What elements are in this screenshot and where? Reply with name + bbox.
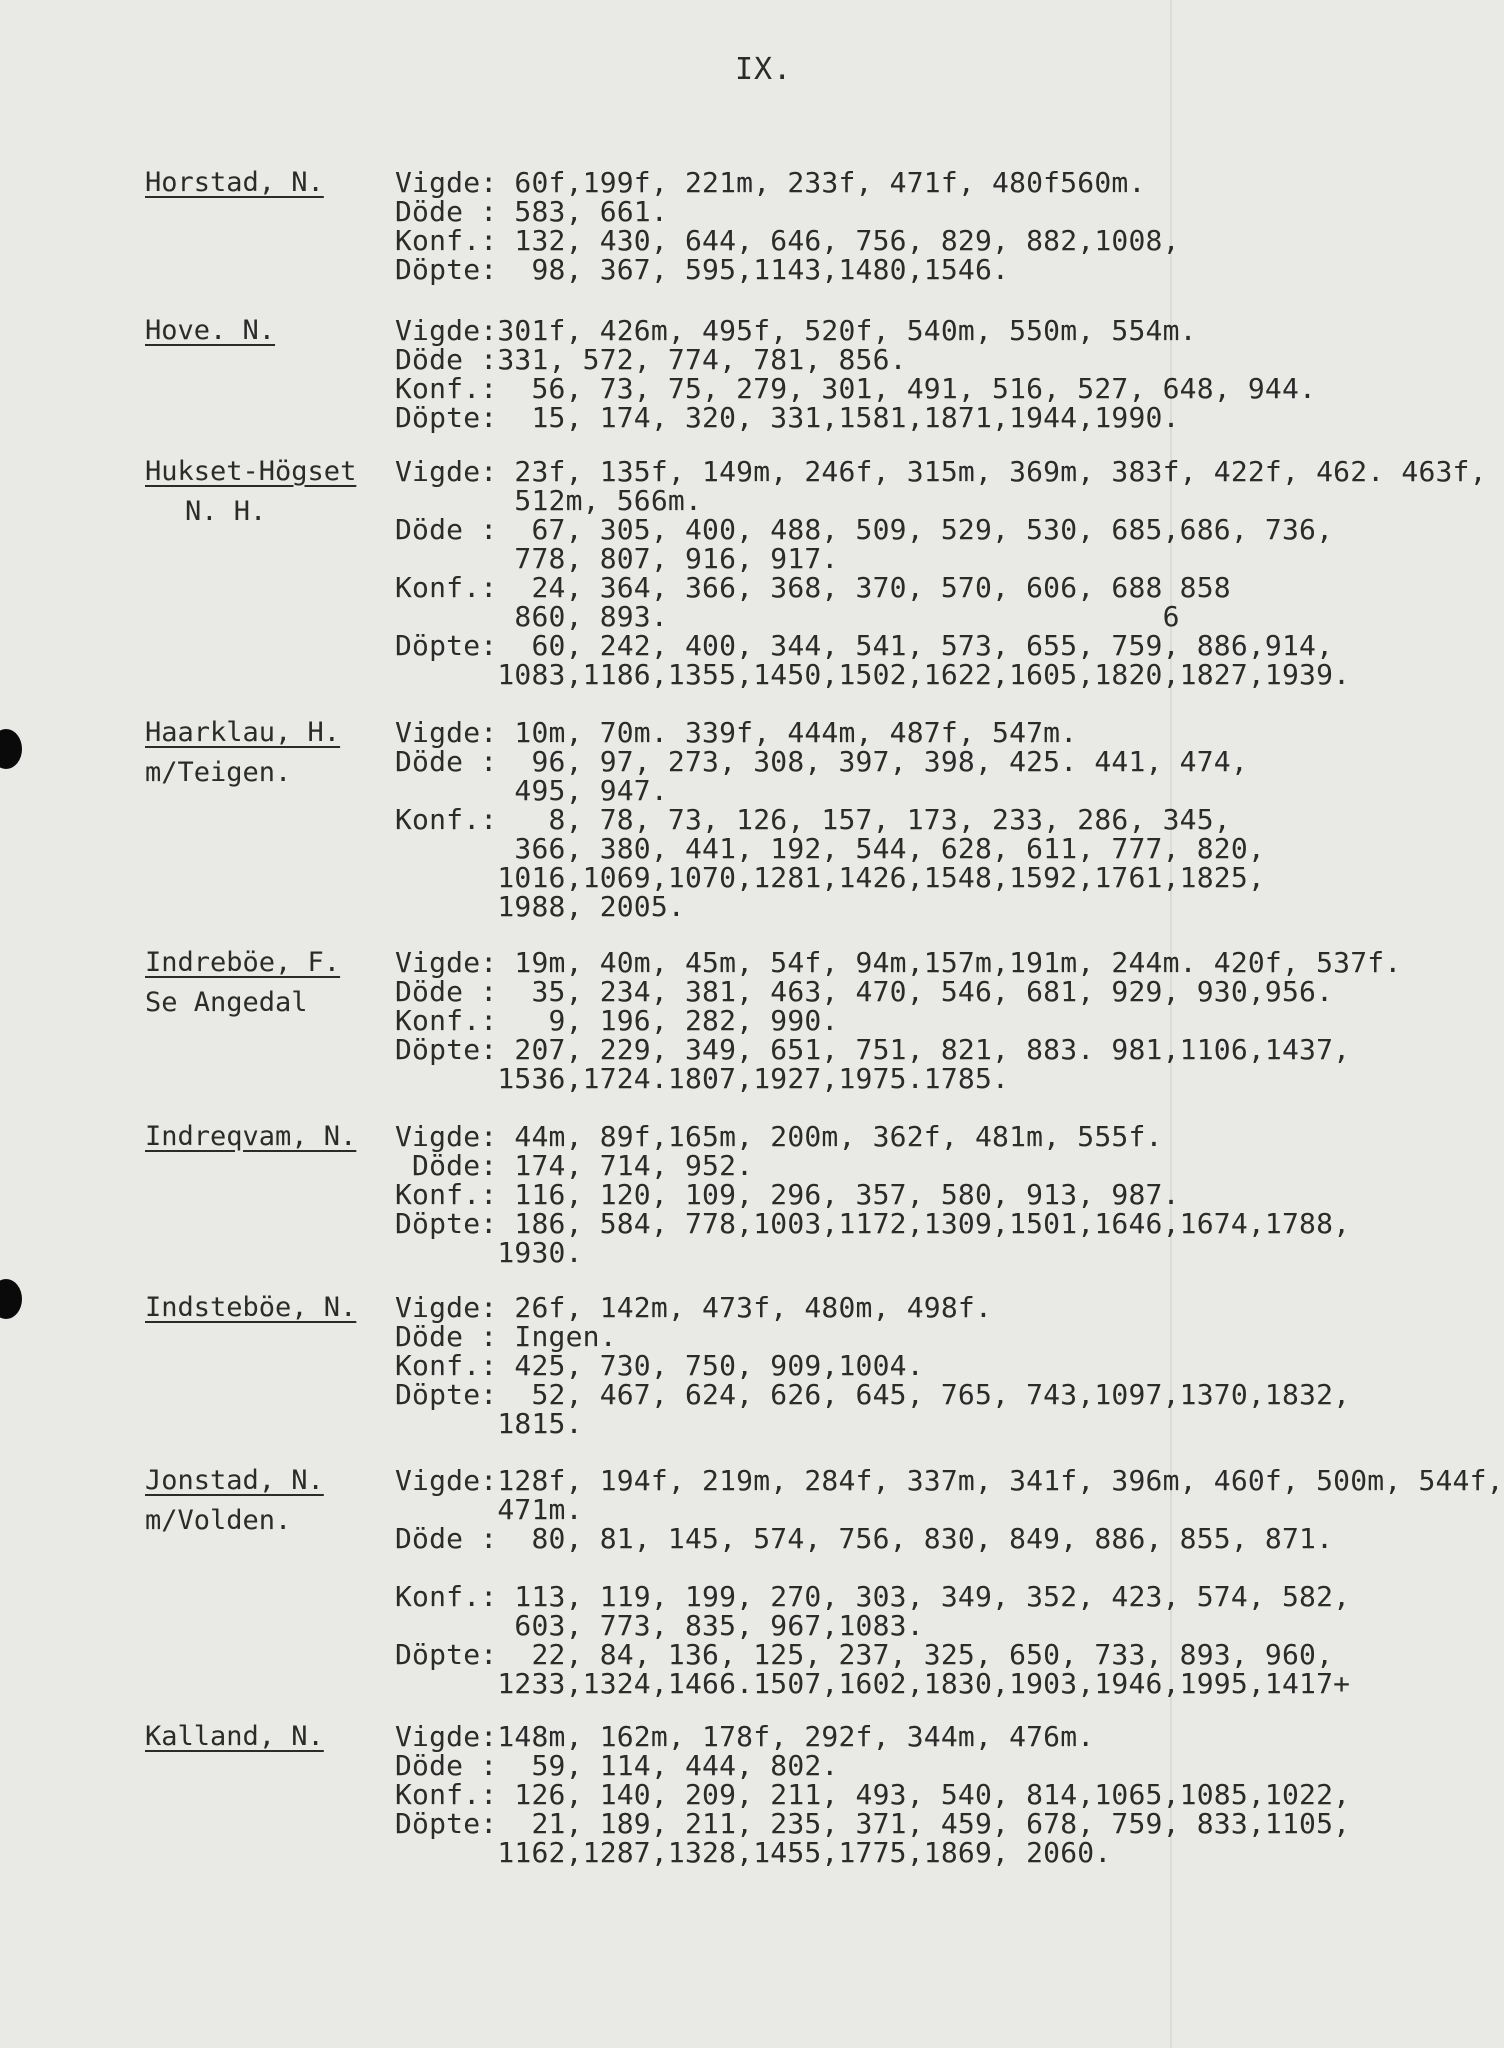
entry-line: Konf.: 113, 119, 199, 270, 303, 349, 352, 423, 574, 582, (395, 1580, 1351, 1613)
entry-line: Vigde: 60f,199f, 221m, 233f, 471f, 480f560m. (395, 166, 1146, 199)
entry-line: Konf.: 24, 364, 366, 368, 370, 570, 606, 688 858 (395, 571, 1231, 604)
place-name: Hukset-Högset (145, 456, 357, 487)
place-name: Indreqvam, N. (145, 1121, 357, 1152)
entry-lines (395, 1122, 1355, 1267)
entry-line: Vigde:148m, 162m, 178f, 292f, 344m, 476m. (395, 1720, 1095, 1753)
entry-line: Vigde:301f, 426m, 495f, 520f, 540m, 550m, 554m. (395, 314, 1197, 347)
entry-lines (395, 946, 1402, 1095)
entry-line: Döpte: 207, 229, 349, 651, 751, 821, 883. 981,1106,1437, (395, 1033, 1351, 1066)
entry-line: Döde : Ingen. (395, 1320, 617, 1353)
entry-line: Vigde: 44m, 89f,165m, 200m, 362f, 481m, 555f. (395, 1120, 1163, 1153)
entry-lines (395, 718, 1355, 921)
entry-lines (395, 168, 1355, 284)
entry-line: Konf.: 9, 196, 282, 990. (395, 1004, 839, 1037)
place-heading (145, 1466, 324, 1536)
entry-line (395, 1553, 1355, 1582)
place-heading (145, 718, 340, 788)
entry-lines (395, 316, 1355, 432)
entry-line: 471m. (395, 1493, 583, 1526)
entry-line: 778, 807, 916, 917. (395, 542, 839, 575)
entry-line: Döpte: 186, 584, 778,1003,1172,1309,1501,1646,1674,1788, (395, 1207, 1351, 1240)
entry-line: Döpte: 60, 242, 400, 344, 541, 573, 655, 759, 886,914, (395, 629, 1334, 662)
entry-line: Konf.: 8, 78, 73, 126, 157, 173, 233, 286, 345, (395, 803, 1231, 836)
entry-line: Döde :331, 572, 774, 781, 856. (395, 343, 907, 376)
entry-lines (395, 1293, 1355, 1438)
place-heading (145, 1293, 356, 1333)
entry-line: Döde: 174, 714, 952. (395, 1149, 754, 1182)
entry-lines (395, 1722, 1355, 1867)
place-name: Haarklau, H. (145, 717, 341, 748)
entry-line: Döpte: 21, 189, 211, 235, 371, 459, 678, 759, 833,1105, (395, 1807, 1351, 1840)
entry-line: Döde : 67, 305, 400, 488, 509, 529, 530, 685,686, 736, (395, 513, 1334, 546)
entry-lines (395, 455, 1487, 691)
place-subtitle: m/Teigen. (145, 757, 292, 788)
entry-line: 1162,1287,1328,1455,1775,1869, 2060. (395, 1836, 1112, 1869)
place-heading (145, 1122, 356, 1162)
entry-line: Vigde: 10m, 70m. 339f, 444m, 487f, 547m. (395, 716, 1078, 749)
entry-line: 1536,1724.1807,1927,1975.1785. (395, 1062, 1010, 1095)
place-heading (145, 1722, 324, 1762)
entry-line: Konf.: 132, 430, 644, 646, 756, 829, 882,1008, (395, 224, 1180, 257)
place-name: Kalland, N. (145, 1721, 324, 1752)
place-name: Horstad, N. (145, 167, 324, 198)
entry-line: 512m, 566m. (395, 484, 703, 517)
place-name: Hove. N. (145, 315, 276, 346)
entry-line: Döpte: 15, 174, 320, 331,1581,1871,1944,1990. (395, 401, 1180, 434)
entry-line: 1083,1186,1355,1450,1502,1622,1605,1820,1827,1939. (395, 658, 1351, 691)
entry-line: Vigde: 26f, 142m, 473f, 480m, 498f. (395, 1291, 993, 1324)
entry-line: Konf.: 56, 73, 75, 279, 301, 491, 516, 527, 648, 944. (395, 372, 1317, 405)
entry-line: 860, 893. 6 (395, 600, 1180, 633)
entry-line: 1233,1324,1466.1507,1602,1830,1903,1946,1995,1417+ (395, 1667, 1351, 1700)
place-name: Indsteböe, N. (145, 1292, 357, 1323)
place-heading (145, 316, 275, 356)
entry-line: 1815. (395, 1407, 583, 1440)
entry-lines (395, 1464, 1504, 1700)
entry-line: Döde : 80, 81, 145, 574, 756, 830, 849, 886, 855, 871. (395, 1522, 1334, 1555)
entry-line: Döpte: 22, 84, 136, 125, 237, 325, 650, 733, 893, 960, (395, 1638, 1334, 1671)
entry-line: Vigde: 19m, 40m, 45m, 54f, 94m,157m,191m, 244m. 420f, 537f. (395, 946, 1402, 979)
entry-line: Döde : 96, 97, 273, 308, 397, 398, 425. 441, 474, (395, 745, 1248, 778)
entry-line: 603, 773, 835, 967,1083. (395, 1609, 924, 1642)
place-subtitle: N. H. (185, 496, 267, 527)
place-heading (145, 457, 356, 527)
entry-line: Döpte: 52, 467, 624, 626, 645, 765, 743,1097,1370,1832, (395, 1378, 1351, 1411)
place-heading (145, 168, 324, 208)
entry-line: Döpte: 98, 367, 595,1143,1480,1546. (395, 253, 1010, 286)
entry-line: Döde : 583, 661. (395, 195, 668, 228)
entry-line: Döde : 59, 114, 444, 802. (395, 1749, 839, 1782)
entry-line: 1016,1069,1070,1281,1426,1548,1592,1761,1825, (395, 861, 1265, 894)
place-name: Jonstad, N. (145, 1465, 324, 1496)
page-number: IX. (735, 52, 793, 87)
place-heading (145, 948, 340, 1018)
entry-line: 1988, 2005. (395, 890, 685, 923)
entry-line: 1930. (395, 1236, 583, 1269)
entry-line: 495, 947. (395, 774, 668, 807)
punch-hole-top (0, 729, 22, 769)
entry-line: Vigde: 23f, 135f, 149m, 246f, 315m, 369m, 383f, 422f, 462. 463f, (395, 455, 1487, 488)
entry-line: Vigde:128f, 194f, 219m, 284f, 337m, 341f, 396m, 460f, 500m, 544f, (395, 1464, 1504, 1497)
entry-line: 366, 380, 441, 192, 544, 628, 611, 777, 820, (395, 832, 1265, 865)
entry-line: Döde : 35, 234, 381, 463, 470, 546, 681, 929, 930,956. (395, 975, 1334, 1008)
entry-line: Konf.: 425, 730, 750, 909,1004. (395, 1349, 924, 1382)
place-subtitle: Se Angedal (145, 987, 308, 1018)
punch-hole-bottom (0, 1279, 22, 1319)
place-subtitle: m/Volden. (145, 1505, 292, 1536)
entry-line: Konf.: 126, 140, 209, 211, 493, 540, 814,1065,1085,1022, (395, 1778, 1351, 1811)
entry-line: Konf.: 116, 120, 109, 296, 357, 580, 913, 987. (395, 1178, 1180, 1211)
place-name: Indreböe, F. (145, 947, 341, 978)
